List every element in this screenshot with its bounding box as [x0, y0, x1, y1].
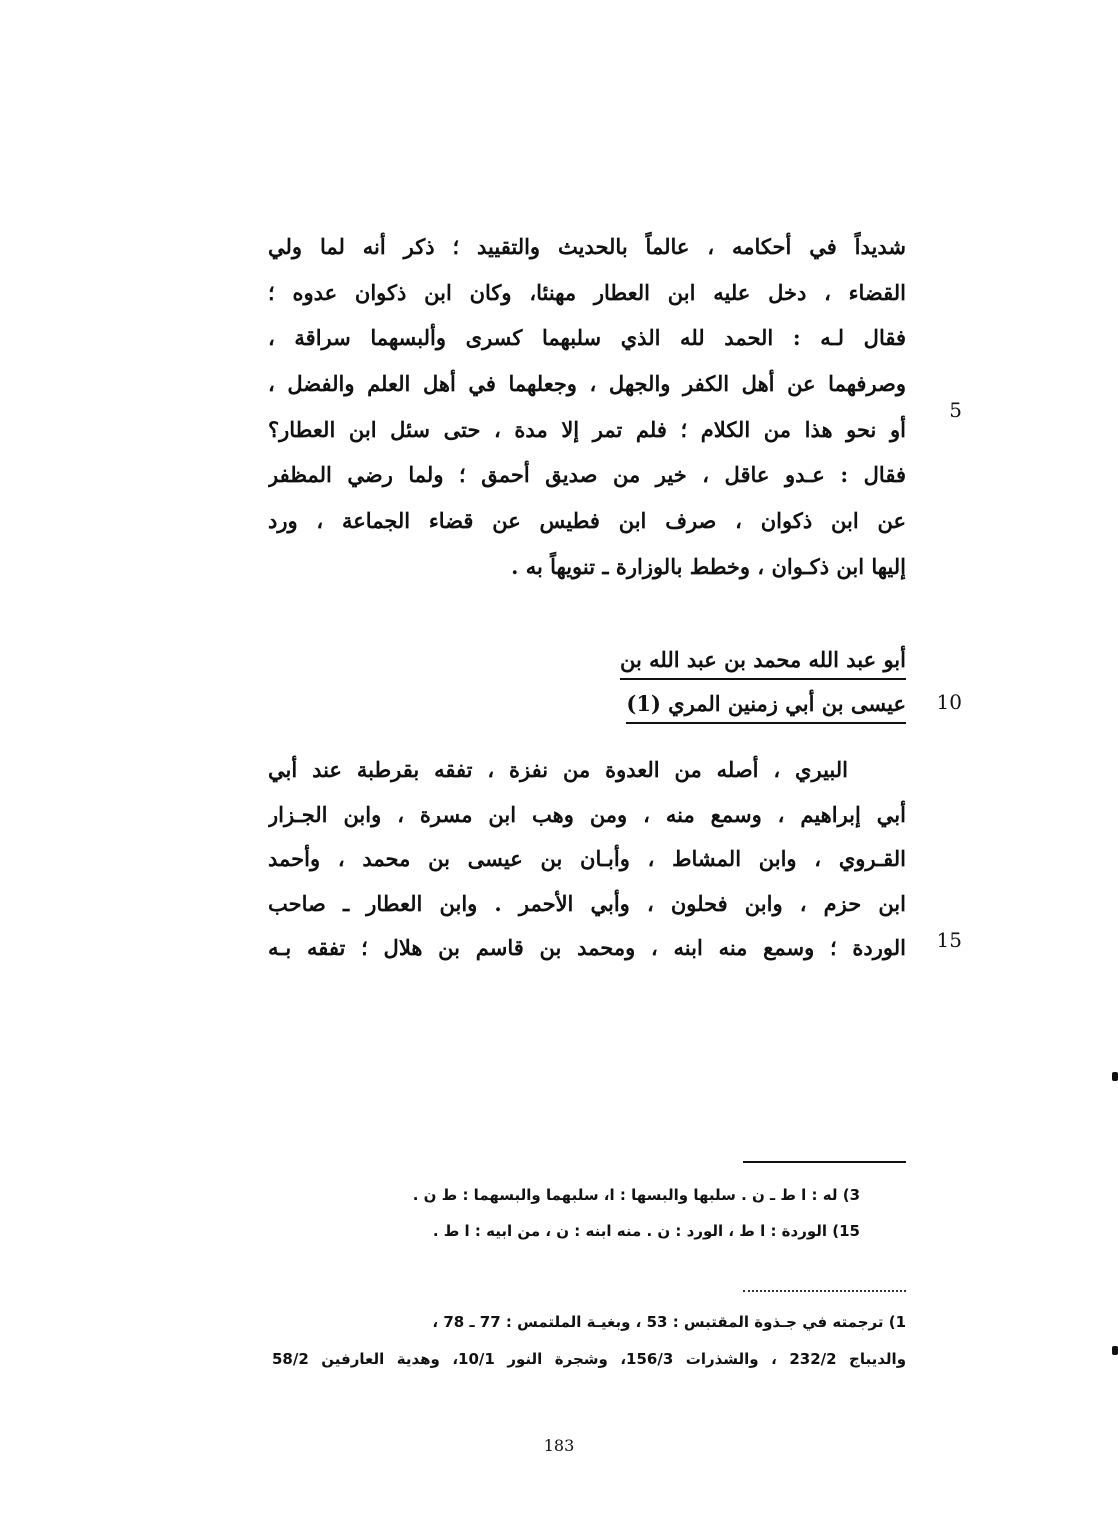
- text-line: وصرفهما عن أهل الكفر والجهل ، وجعلهما في أهل العلم والفضل ،: [268, 371, 906, 397]
- line-number: 15: [936, 928, 962, 952]
- page-number: 183: [543, 1436, 575, 1455]
- text-line: البيري ، أصله من العدوة من نفزة ، تفقه بقرطبة عند أبي: [268, 757, 848, 782]
- text-line: أبي إبراهيم ، وسمع منه ، ومن وهب ابن مسرة ، وابن الجـزار: [268, 801, 906, 827]
- scan-edge-mark: [1112, 1072, 1118, 1081]
- text-line: فقال : عـدو عاقل ، خير من صديق أحمق ؛ ولما رضي المظفر: [268, 462, 906, 488]
- footnote-separator-dotted: [743, 1290, 906, 1292]
- text-line: الوردة ؛ وسمع منه ابنه ، ومحمد بن قاسم بن هلال ؛ تفقه بـه: [268, 935, 906, 960]
- source-note: 1) ترجمته في جـذوة المقتبس : 53 ، وبغيـة الملتمس : 77 ـ 78 ،: [432, 1313, 906, 1331]
- biography-text-block: [268, 748, 906, 971]
- text-line: القـروي ، وابن المشاط ، وأبـان بن عيسى بن محمد ، وأحمد: [268, 846, 906, 871]
- source-note: والديباج 232/2 ، والشذرات 156/3، وشجرة النور 10/1، وهدية العارفين 58/2: [272, 1350, 907, 1368]
- scan-edge-mark: [1112, 1346, 1118, 1355]
- text-line: فقال لـه : الحمد لله الذي سلبهما كسرى وألبسهما سراقة ،: [268, 325, 906, 351]
- biography-heading-line1: أبو عبد الله محمد بن عبد الله بن: [620, 646, 906, 680]
- text-line: أو نحو هذا من الكلام ؛ فلم تمر إلا مدة ، حتى سئل ابن العطار؟: [268, 416, 906, 442]
- footnote-separator: [743, 1161, 906, 1163]
- line-number: 10: [936, 690, 962, 714]
- variant-note: 15) الوردة : ا ط ، الورد : ن . منه ابنه : ن ، من ابيه : ا ط .: [432, 1222, 860, 1240]
- text-line: شديداً في أحكامه ، عالماً بالحديث والتقييد ؛ ذكر أنه لما ولي: [268, 234, 906, 259]
- line-number: 5: [949, 398, 962, 422]
- main-text-block: [268, 224, 906, 590]
- text-line: إليها ابن ذكـوان ، وخطط بالوزارة ـ تنويهاً به .: [511, 553, 906, 579]
- biography-heading-line2: عيسى بن أبي زمنين المري (1): [626, 690, 906, 724]
- text-line: عن ابن ذكوان ، صرف ابن فطيس عن قضاء الجماعة ، ورد: [268, 508, 906, 534]
- text-line: القضاء ، دخل عليه ابن العطار مهنئا، وكان ابن ذكوان عدوه ؛: [268, 279, 906, 305]
- variant-note: 3) له : ا ط ـ ن . سلبها والبسها : ا، سلبهما والبسهما : ط ن .: [412, 1186, 860, 1204]
- text-line: ابن حزم ، وابن فحلون ، وأبي الأحمر . وابن العطار ـ صاحب: [268, 890, 906, 916]
